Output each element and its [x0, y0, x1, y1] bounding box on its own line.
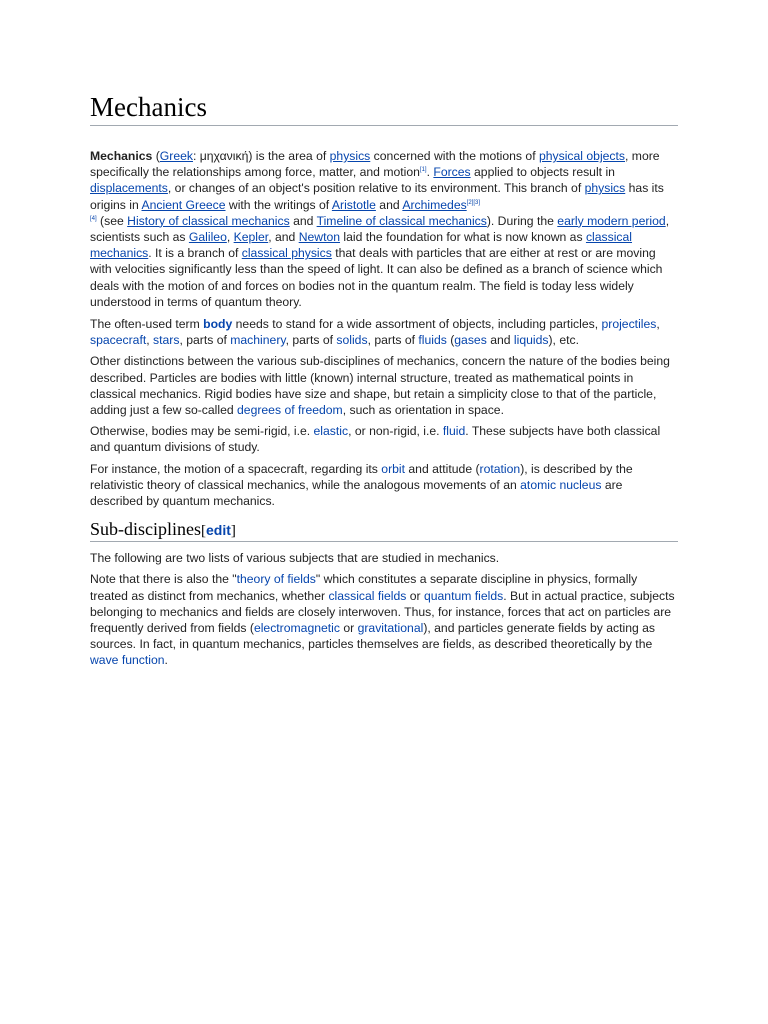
link-physics-2[interactable]: physics — [584, 181, 626, 196]
link-fluids[interactable]: fluids — [418, 333, 447, 348]
text: and — [289, 213, 317, 228]
text: , — [146, 333, 154, 348]
text: ( — [446, 333, 455, 348]
text: . These subjects have both classical and quantum divisions of study. — [90, 424, 661, 455]
text: . But in actual practice, subjects belonging to mechanics and fields are closely interwoven. Thus, for instance, forces that act on particles are frequently derived from fields ( — [90, 588, 675, 636]
text: , — [656, 317, 660, 332]
text: with the writings of — [225, 197, 332, 212]
text: that deals with particles that are either at rest or are moving with velocities significantly less than the speed of light. It can also be defined as a branch of science which deals with the motion of and forces on bodies not in the quantum realm. The field is today less widely understood in terms of quantum theory. — [90, 246, 663, 309]
link-forces[interactable]: Forces — [433, 165, 471, 180]
text: needs to stand for a wide assortment of objects, including particles, — [232, 317, 602, 332]
edit-bracket-open: [ — [201, 523, 206, 540]
text: , parts of — [285, 333, 337, 348]
text: applied to objects result in — [470, 165, 615, 180]
lists-paragraph: The following are two lists of various subjects that are studied in mechanics. — [90, 551, 500, 566]
link-elastic[interactable]: elastic — [313, 424, 349, 439]
link-rotation[interactable]: rotation — [479, 461, 521, 476]
text: , parts of — [179, 333, 231, 348]
text: , scientists such as — [90, 213, 670, 245]
ref-2-3-link[interactable]: [2][3] — [466, 199, 481, 206]
text: and — [375, 197, 403, 212]
text: ( — [152, 149, 160, 163]
link-newton[interactable]: Newton — [298, 230, 341, 245]
text: ), is described by the relativistic theory of classical mechanics, while the analogous movements of an — [90, 461, 633, 492]
link-quantum-fields[interactable]: quantum fields — [423, 588, 504, 603]
ref-1[interactable] — [420, 167, 427, 173]
section-heading-subdisciplines — [90, 519, 678, 542]
text: ), etc. — [548, 333, 579, 348]
ref-4-link[interactable]: [4] — [90, 215, 97, 222]
instance-paragraph — [90, 461, 678, 510]
link-orbit[interactable]: orbit — [381, 461, 406, 476]
link-gases[interactable]: gases — [454, 333, 487, 348]
text: Other distinctions between the various sub-disciplines of mechanics, concern the nature of the bodies being described. Particles are bodies with little (known) internal structure, treated as mathematical points in classical mechanics. Rigid bodies have size and shape, but retain a simplicity close to that of the particle, adding just a few so-called — [90, 354, 670, 418]
text: " which constitutes a separate discipline in physics, formally treated as distinct from mechanics, whether — [90, 572, 638, 603]
link-early-modern-period[interactable]: early modern period — [557, 213, 666, 228]
ref-1-link[interactable]: [1] — [419, 167, 427, 174]
text: , — [226, 230, 234, 245]
text: . It is a branch of — [148, 246, 242, 261]
link-kepler[interactable]: Kepler — [233, 230, 269, 245]
term-mechanics: Mechanics — [90, 149, 153, 163]
link-timeline-classical-mechanics[interactable]: Timeline of classical mechanics — [316, 213, 487, 228]
text: : μηχανική) is the area of — [192, 149, 330, 163]
section-heading-text: Sub-disciplines — [90, 519, 201, 540]
text: , parts of — [367, 333, 419, 348]
text: Otherwise, bodies may be semi-rigid, i.e. — [90, 424, 314, 439]
link-aristotle[interactable]: Aristotle — [331, 197, 376, 212]
link-body[interactable]: body — [203, 317, 233, 332]
article-content — [90, 0, 678, 674]
link-classical-mechanics[interactable]: classical mechanics — [90, 230, 633, 261]
ref-4[interactable] — [90, 216, 97, 222]
text: ), and particles generate fields by acting as sources. In fact, in quantum mechanics, particles themselves are fields, as described theoretically by the — [90, 621, 656, 652]
link-physics[interactable]: physics — [329, 149, 371, 163]
text: (see — [96, 213, 128, 228]
link-archimedes[interactable]: Archimedes — [402, 197, 467, 212]
link-solids[interactable]: solids — [336, 333, 368, 348]
link-physical-objects[interactable]: physical objects — [538, 149, 626, 163]
link-history-classical-mechanics[interactable]: History of classical mechanics — [127, 213, 290, 228]
text: For instance, the motion of a spacecraft, regarding its — [90, 461, 382, 476]
link-classical-fields[interactable]: classical fields — [328, 588, 407, 603]
link-electromagnetic[interactable]: electromagnetic — [253, 621, 340, 636]
text: The often-used term — [90, 317, 204, 332]
link-fluid[interactable]: fluid — [442, 424, 466, 439]
link-machinery[interactable]: machinery — [230, 333, 286, 348]
text: Note that there is also the " — [90, 572, 237, 587]
text: laid the foundation for what is now known as — [340, 230, 586, 245]
text: or — [406, 588, 424, 603]
text: , or changes of an object's position relative to its environment. This branch of — [167, 181, 585, 196]
link-displacements[interactable]: displacements — [90, 181, 168, 196]
edit-section-link[interactable]: edit — [206, 522, 231, 539]
link-wave-function[interactable]: wave function — [90, 653, 165, 668]
text: and attitude ( — [405, 461, 480, 476]
edit-bracket-close: ] — [230, 523, 236, 540]
intro-paragraph — [90, 148, 678, 310]
note-paragraph — [90, 571, 678, 668]
page-title: Mechanics — [90, 0, 678, 126]
text: . — [426, 165, 434, 180]
text: . — [164, 653, 168, 668]
link-ancient-greece[interactable]: Ancient Greece — [141, 197, 226, 212]
link-gravitational[interactable]: gravitational — [357, 621, 424, 636]
link-degrees-of-freedom[interactable]: degrees of freedom — [237, 403, 343, 418]
text: , or non-rigid, i.e. — [348, 424, 443, 439]
link-atomic-nucleus[interactable]: atomic nucleus — [520, 477, 602, 492]
text: ). During the — [486, 213, 558, 228]
distinctions-paragraph — [90, 353, 678, 418]
text: , such as orientation in space. — [342, 403, 504, 418]
text: and — [486, 333, 514, 348]
link-projectiles[interactable]: projectiles — [601, 317, 657, 332]
text: has its origins in — [90, 181, 664, 212]
text: , and — [268, 230, 299, 245]
link-theory-of-fields[interactable]: theory of fields — [236, 572, 316, 587]
body-paragraph — [90, 316, 678, 348]
link-stars[interactable]: stars — [153, 333, 180, 348]
text: are described by quantum mechanics. — [90, 477, 623, 509]
ref-2-3[interactable] — [467, 200, 480, 206]
otherwise-paragraph — [90, 423, 678, 455]
link-greek[interactable]: Greek — [159, 149, 193, 163]
link-classical-physics[interactable]: classical physics — [241, 246, 332, 261]
link-galileo[interactable]: Galileo — [188, 230, 227, 245]
text: , more specifically the relationships among force, matter, and motion — [90, 149, 660, 180]
link-liquids[interactable]: liquids — [513, 333, 549, 348]
text: or — [339, 621, 358, 636]
link-spacecraft[interactable]: spacecraft — [90, 333, 147, 348]
text: concerned with the motions of — [370, 149, 539, 163]
